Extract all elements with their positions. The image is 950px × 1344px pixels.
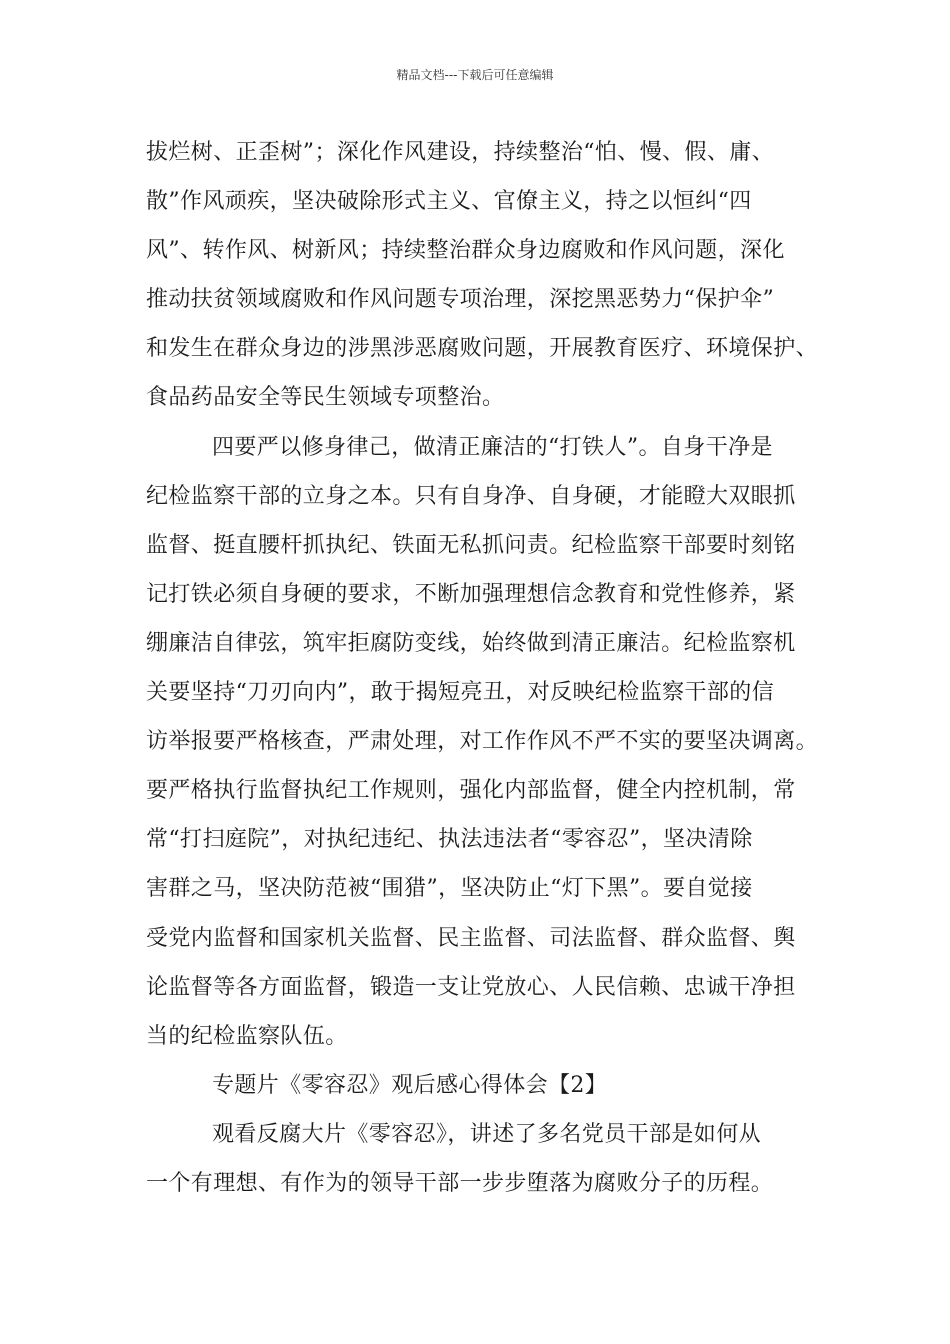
text-line: 受党内监督和国家机关监督、民主监督、司法监督、群众监督、舆 [146,925,796,951]
text-line: 绷廉洁自律弦，筑牢拒腐防变线，始终做到清正廉洁。纪检监察机 [146,630,796,656]
text-line: 害群之马，坚决防范被“围猎”，坚决防止“灯下黑”。要自觉接 [146,876,753,902]
text-line: 一个有理想、有作为的领导干部一步步堕落为腐败分子的历程。 [146,1170,774,1196]
text-line: 专题片《零容忍》观后感心得体会【2】 [212,1072,608,1098]
text-line: 要严格执行监督执纪工作规则，强化内部监督，健全内控机制，常 [146,778,796,804]
text-line: 论监督等各方面监督，锻造一支让党放心、人民信赖、忠诚干净担 [146,974,796,1000]
text-line: 记打铁必须自身硬的要求，不断加强理想信念教育和党性修养，紧 [146,581,796,607]
text-line: 监督、挺直腰杆抓执纪、铁面无私抓问责。纪检监察干部要时刻铭 [146,532,796,558]
text-line: 观看反腐大片《零容忍》，讲述了多名党员干部是如何从 [212,1121,762,1147]
text-line: 食品药品安全等民生领域专项整治。 [146,385,505,411]
text-line: 当的纪检监察队伍。 [146,1023,348,1049]
text-line: 关要坚持“刀刃向内”，敢于揭短亮丑，对反映纪检监察干部的信 [146,680,775,706]
text-line: 访举报要严格核查，严肃处理，对工作作风不严不实的要坚决调离。 [146,729,819,755]
text-line: 散”作风顽疾，坚决破除形式主义、官僚主义，持之以恒纠“四 [146,189,752,215]
text-line: 四要严以修身律己，做清正廉洁的“打铁人”。自身干净是 [212,434,773,460]
page-header: 精品文档---下载后可任意编辑 [396,68,554,82]
text-line: 纪检监察干部的立身之本。只有自身净、自身硬，才能瞪大双眼抓 [146,483,796,509]
document-body [146,128,846,1208]
text-line: 风”、转作风、树新风；持续整治群众身边腐败和作风问题，深化 [146,238,785,264]
text-line: 常“打扫庭院”，对执纪违纪、执法违法者“零容忍”，坚决清除 [146,827,753,853]
text-line: 和发生在群众身边的涉黑涉恶腐败问题，开展教育医疗、环境保护、 [146,336,819,362]
text-line: 推动扶贫领域腐败和作风问题专项治理，深挖黑恶势力“保护伞” [146,287,775,313]
text-line: 拔烂树、正歪树”；深化作风建设，持续整治“怕、慢、假、庸、 [146,140,775,165]
